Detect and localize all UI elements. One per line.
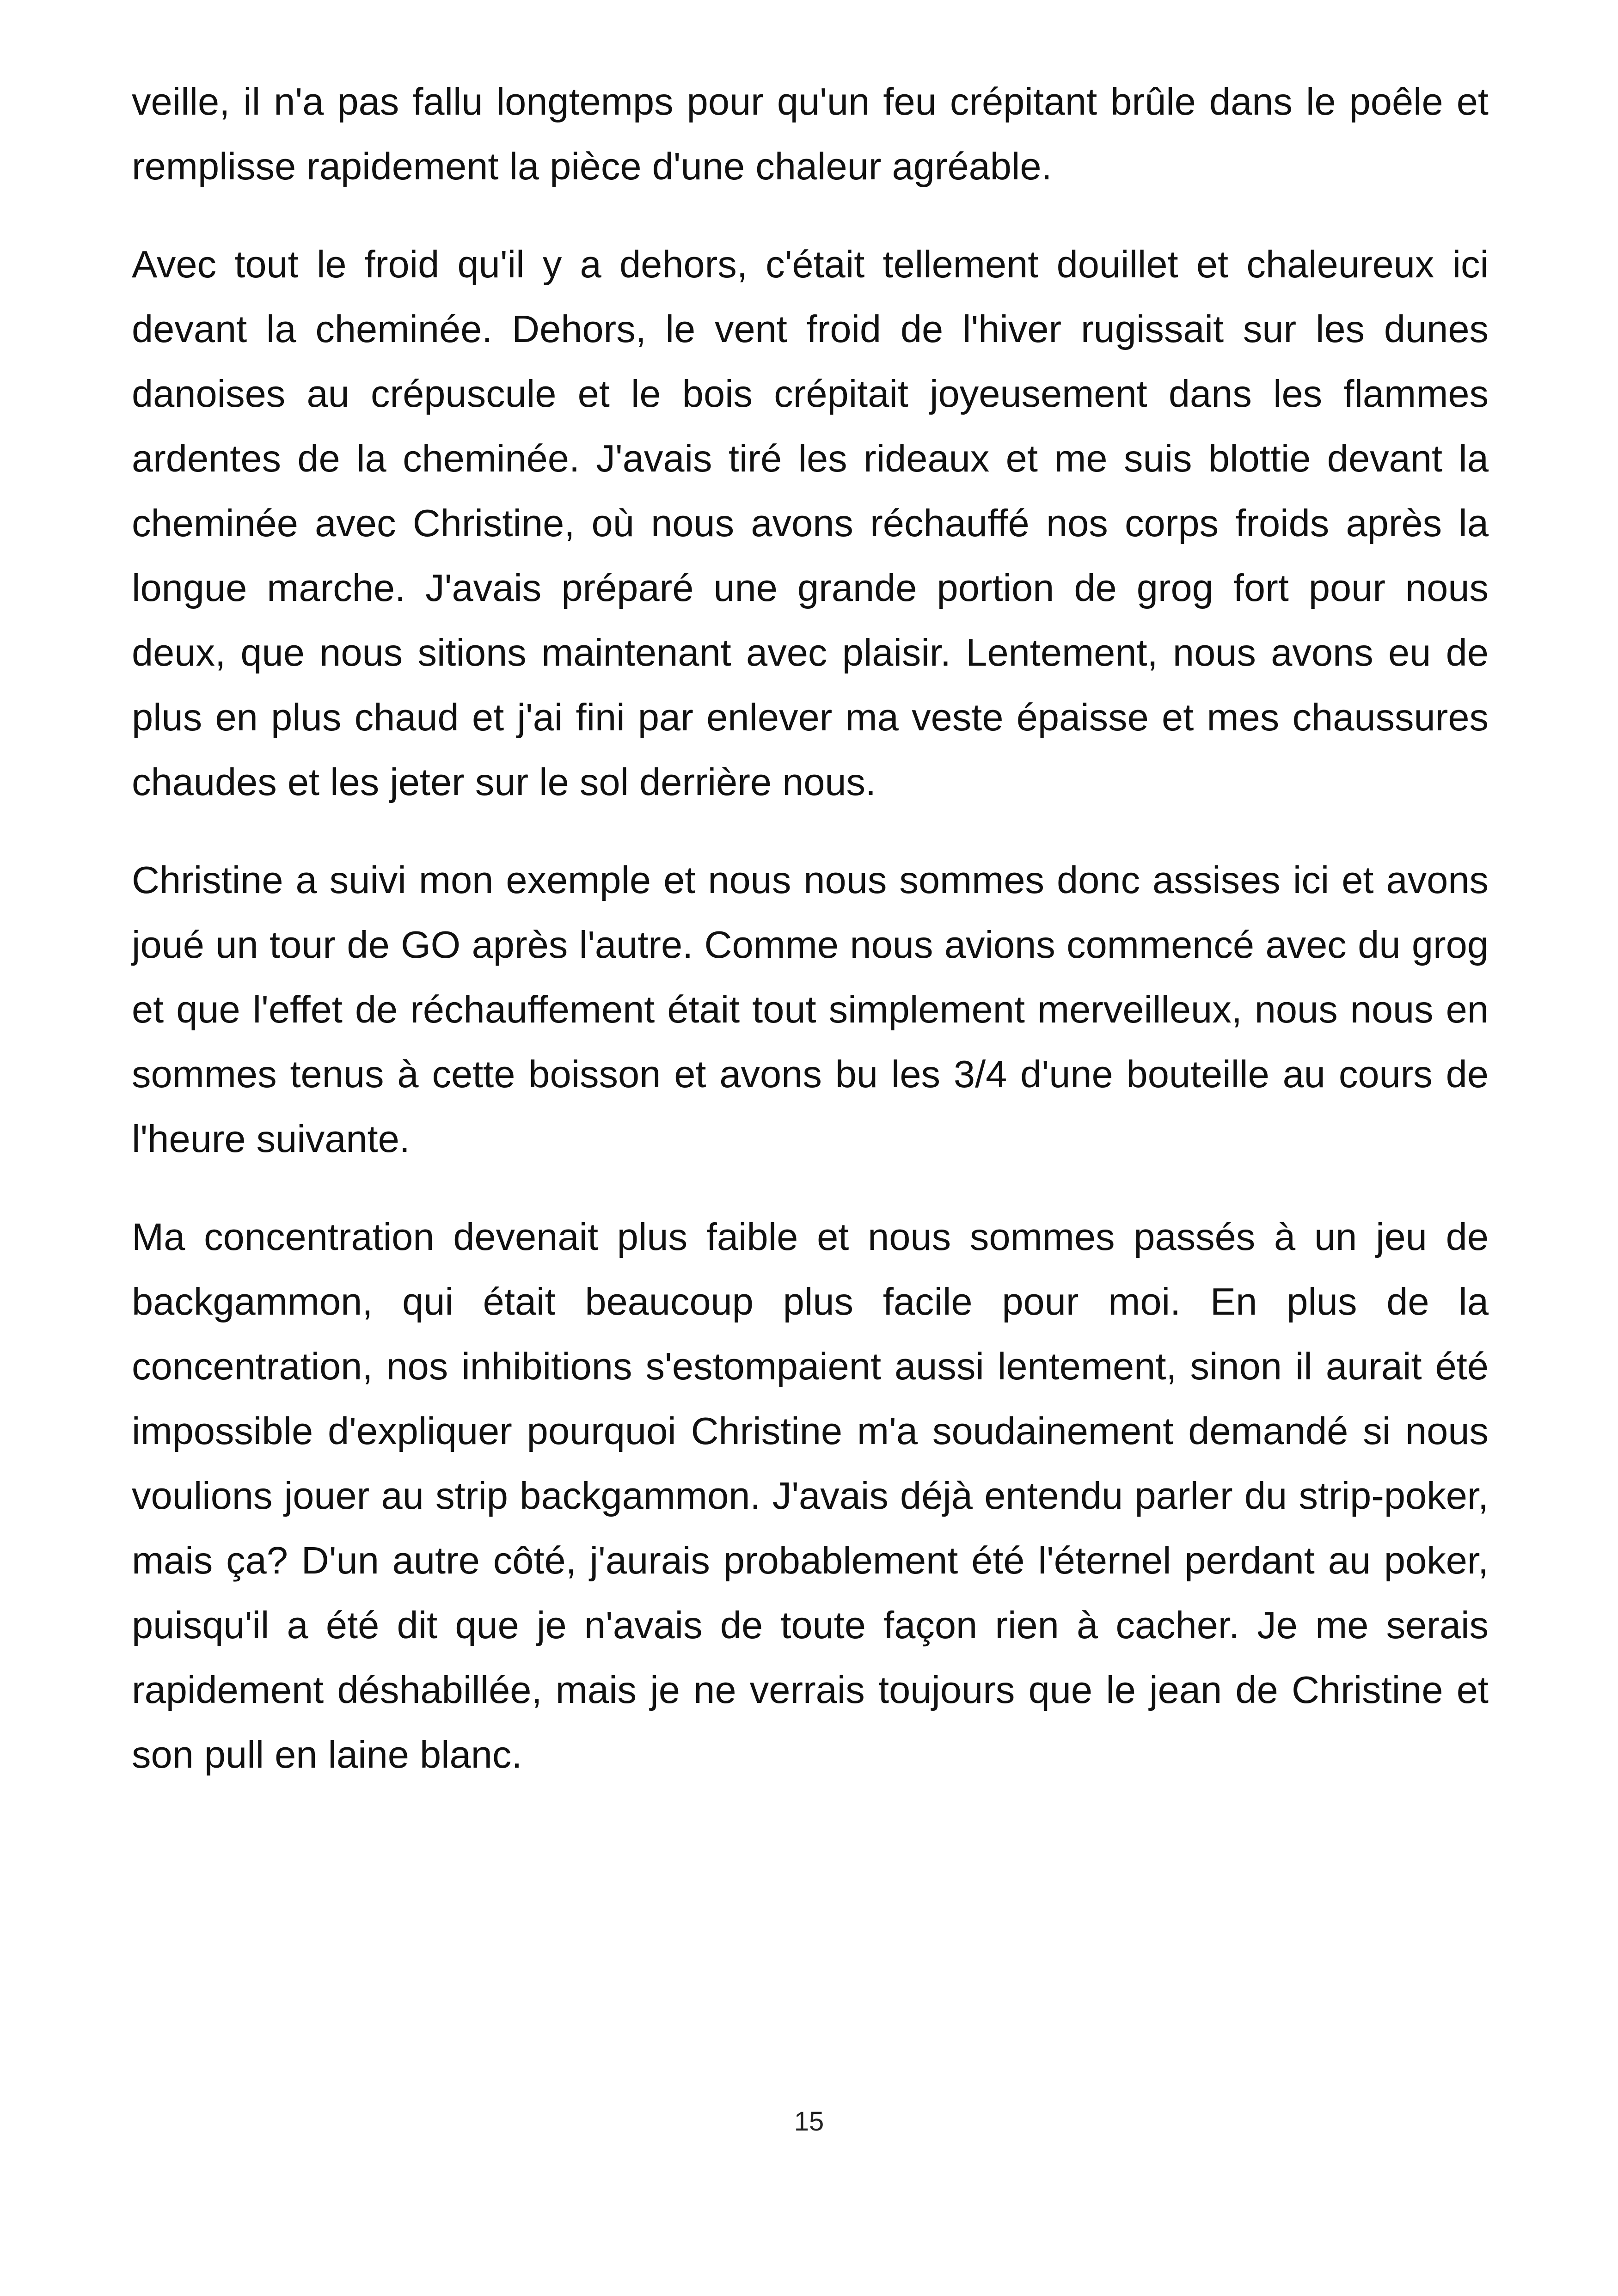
paragraph-2: Avec tout le froid qu'il y a dehors, c'était tellement douillet et chaleureux ici devant la cheminée. Dehors, le vent froid de l'hiver rugissait sur les dunes danoises au crépuscule et le bois crépitait joyeusement dans les flammes ardentes de la cheminée. J'avais tiré les rideaux et me suis blottie devant la cheminée avec Christine, où nous avons réchauffé nos corps froids après la longue marche. J'avais préparé une grande portion de grog fort pour nous deux, que nous sitions maintenant avec plaisir. Lentement, nous avons eu de plus en plus chaud et j'ai fini par enlever ma veste épaisse et mes chaussures chaudes et les jeter sur le sol derrière nous. [132,243,1489,803]
paragraph-3: Christine a suivi mon exemple et nous nous sommes donc assises ici et avons joué un tour de GO après l'autre. Comme nous avions commencé avec du grog et que l'effet de réchauffement était tout simplement merveilleux, nous nous en sommes tenus à cette boisson et avons bu les 3/4 d'une bouteille au cours de l'heure suivante. [132,858,1489,1160]
page-number: 15 [794,2106,824,2137]
paragraph-4: Ma concentration devenait plus faible et nous sommes passés à un jeu de backgammon, qui était beaucoup plus facile pour moi. En plus de la concentration, nos inhibitions s'estompaient aussi lentement, sinon il aurait été impossible d'expliquer pourquoi Christine m'a soudainement demandé si nous voulions jouer au strip backgammon. J'avais déjà entendu parler du strip-poker, mais ça? D'un autre côté, j'aurais probablement été l'éternel perdant au poker, puisqu'il a été dit que je n'avais de toute façon rien à cacher. Je me serais rapidement déshabillée, mais je ne verrais toujours que le jean de Christine et son pull en laine blanc. [132,1215,1489,1776]
body-text [132,69,1489,1787]
paragraph-1: veille, il n'a pas fallu longtemps pour qu'un feu crépitant brûle dans le poêle et remplisse rapidement la pièce d'une chaleur agréable. [132,80,1489,188]
